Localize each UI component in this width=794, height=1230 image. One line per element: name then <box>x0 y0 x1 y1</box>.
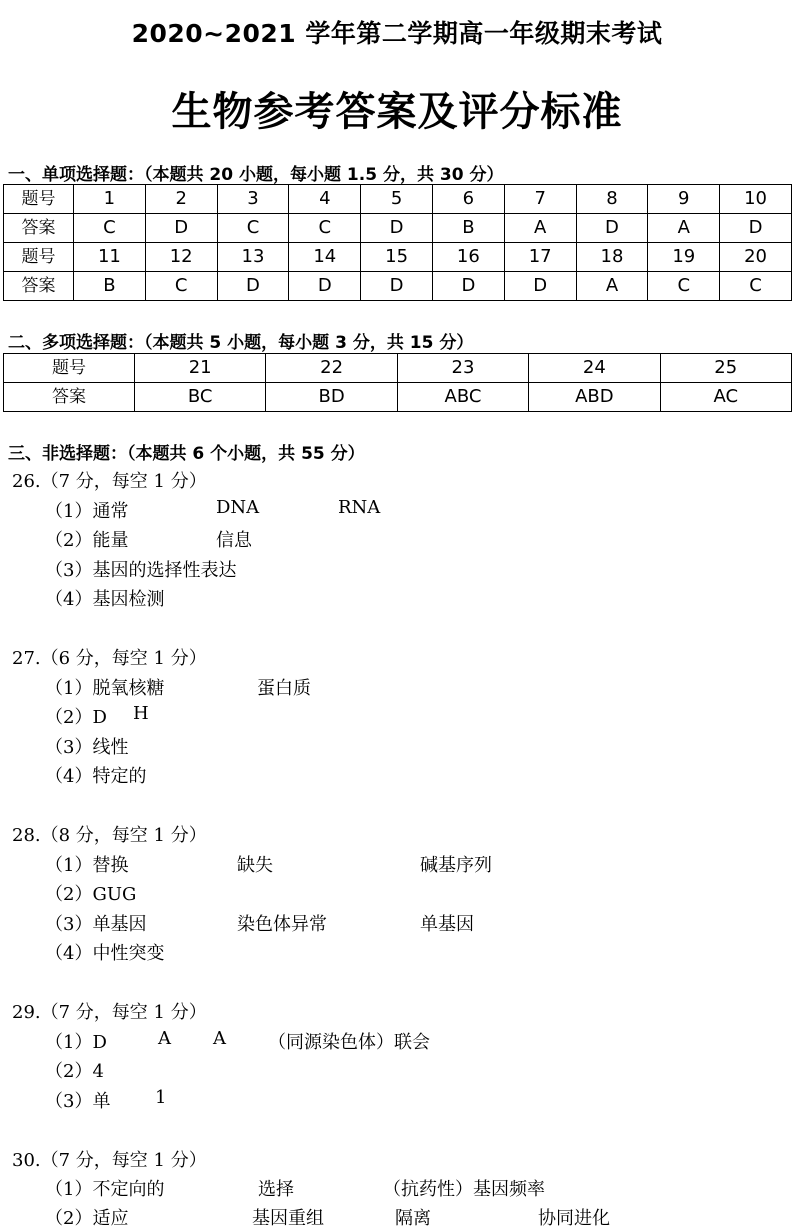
row-label: 题号 <box>4 354 135 383</box>
answer-text: （3）单基因 <box>45 914 147 935</box>
answer-cell: C <box>145 272 217 301</box>
answer-cell: BD <box>266 383 397 412</box>
answer-text: （3）线性 <box>45 737 129 758</box>
section2-heading: 二、多项选择题：（本题共 5 小题，每小题 3 分，共 15 分） <box>8 333 474 353</box>
answer-cell: C <box>74 214 146 243</box>
question-number: 1 <box>74 185 146 214</box>
question-number: 10 <box>720 185 792 214</box>
question-number: 9 <box>648 185 720 214</box>
answer-text: 协同进化 <box>538 1208 610 1229</box>
section3-heading: 三、非选择题：（本题共 6 个小题，共 55 分） <box>8 444 365 464</box>
multiple-choice-table <box>3 353 792 412</box>
answer-key-title: 生物参考答案及评分标准 <box>171 89 623 135</box>
answer-text: 蛋白质 <box>257 678 311 699</box>
answer-text: （1）通常 <box>45 501 129 522</box>
row-label: 题号 <box>4 243 74 272</box>
answer-text: DNA <box>216 497 260 518</box>
answer-cell: A <box>648 214 720 243</box>
answer-text: A <box>158 1028 171 1049</box>
question-number: 5 <box>361 185 433 214</box>
table-row <box>4 272 792 301</box>
question-number: 17 <box>504 243 576 272</box>
q27-title: 27.（6 分，每空 1 分） <box>12 648 207 669</box>
answer-text: （同源染色体）联会 <box>268 1032 430 1053</box>
row-label: 答案 <box>4 383 135 412</box>
question-number: 7 <box>504 185 576 214</box>
table-row <box>4 354 792 383</box>
question-number: 3 <box>217 185 289 214</box>
answer-cell: C <box>720 272 792 301</box>
answer-text: 碱基序列 <box>420 855 492 876</box>
answer-cell: BC <box>135 383 266 412</box>
answer-text: （1）脱氧核糖 <box>45 678 165 699</box>
answer-text: （1）替换 <box>45 855 129 876</box>
q28-title: 28.（8 分，每空 1 分） <box>12 825 207 846</box>
answer-text: （2）能量 <box>45 530 129 551</box>
question-number: 19 <box>648 243 720 272</box>
row-label: 题号 <box>4 185 74 214</box>
answer-text: 单基因 <box>420 914 474 935</box>
question-number: 6 <box>432 185 504 214</box>
table-row <box>4 185 792 214</box>
answer-cell: B <box>74 272 146 301</box>
answer-cell: D <box>217 272 289 301</box>
question-number: 11 <box>74 243 146 272</box>
question-number: 2 <box>145 185 217 214</box>
answer-cell: D <box>432 272 504 301</box>
answer-text: 选择 <box>258 1179 294 1200</box>
answer-text: （4）特定的 <box>45 766 147 787</box>
question-number: 18 <box>576 243 648 272</box>
question-number: 24 <box>529 354 660 383</box>
answer-cell: D <box>720 214 792 243</box>
answer-text: （2）适应 <box>45 1208 129 1229</box>
answer-text: H <box>133 703 149 724</box>
answer-text: 信息 <box>216 530 252 551</box>
answer-cell: D <box>504 272 576 301</box>
question-number: 15 <box>361 243 433 272</box>
answer-cell: AC <box>660 383 791 412</box>
answer-cell: B <box>432 214 504 243</box>
answer-text: RNA <box>338 497 381 518</box>
answer-cell: ABC <box>397 383 528 412</box>
answer-text: （4）基因检测 <box>45 589 165 610</box>
answer-cell: D <box>576 214 648 243</box>
answer-cell: D <box>361 272 433 301</box>
answer-cell: D <box>361 214 433 243</box>
answer-text: （3）单 <box>45 1091 111 1112</box>
answer-text: （4）中性突变 <box>45 943 165 964</box>
table-row <box>4 214 792 243</box>
row-label: 答案 <box>4 214 74 243</box>
answer-cell: D <box>145 214 217 243</box>
answer-text: （1）D <box>45 1032 107 1053</box>
answer-cell: A <box>576 272 648 301</box>
question-number: 4 <box>289 185 361 214</box>
question-number: 8 <box>576 185 648 214</box>
single-choice-table <box>3 184 792 301</box>
answer-text: 染色体异常 <box>237 914 327 935</box>
question-number: 21 <box>135 354 266 383</box>
question-number: 14 <box>289 243 361 272</box>
row-label: 答案 <box>4 272 74 301</box>
answer-text: （抗药性）基因频率 <box>383 1179 545 1200</box>
question-number: 22 <box>266 354 397 383</box>
answer-cell: A <box>504 214 576 243</box>
answer-text: （3）基因的选择性表达 <box>45 560 237 581</box>
answer-text: （2）4 <box>45 1061 104 1082</box>
question-number: 20 <box>720 243 792 272</box>
answer-text: 1 <box>155 1087 167 1108</box>
answer-text: 基因重组 <box>252 1208 324 1229</box>
question-number: 23 <box>397 354 528 383</box>
q30-title: 30.（7 分，每空 1 分） <box>12 1150 207 1171</box>
answer-text: （2）GUG <box>45 884 137 905</box>
question-number: 16 <box>432 243 504 272</box>
exam-title: 2020~2021 学年第二学期高一年级期末考试 <box>131 19 663 48</box>
question-number: 13 <box>217 243 289 272</box>
question-number: 25 <box>660 354 791 383</box>
table-row <box>4 383 792 412</box>
answer-cell: C <box>217 214 289 243</box>
q29-title: 29.（7 分，每空 1 分） <box>12 1002 207 1023</box>
answer-cell: C <box>289 214 361 243</box>
answer-text: 隔离 <box>395 1208 431 1229</box>
table-row <box>4 243 792 272</box>
answer-text: A <box>213 1028 226 1049</box>
answer-cell: C <box>648 272 720 301</box>
answer-cell: D <box>289 272 361 301</box>
section1-heading: 一、单项选择题：（本题共 20 小题，每小题 1.5 分，共 30 分） <box>8 165 504 185</box>
answer-cell: ABD <box>529 383 660 412</box>
question-number: 12 <box>145 243 217 272</box>
answer-text: （1）不定向的 <box>45 1179 165 1200</box>
q26-title: 26.（7 分，每空 1 分） <box>12 471 207 492</box>
answer-text: 缺失 <box>237 855 273 876</box>
answer-text: （2）D <box>45 707 107 728</box>
